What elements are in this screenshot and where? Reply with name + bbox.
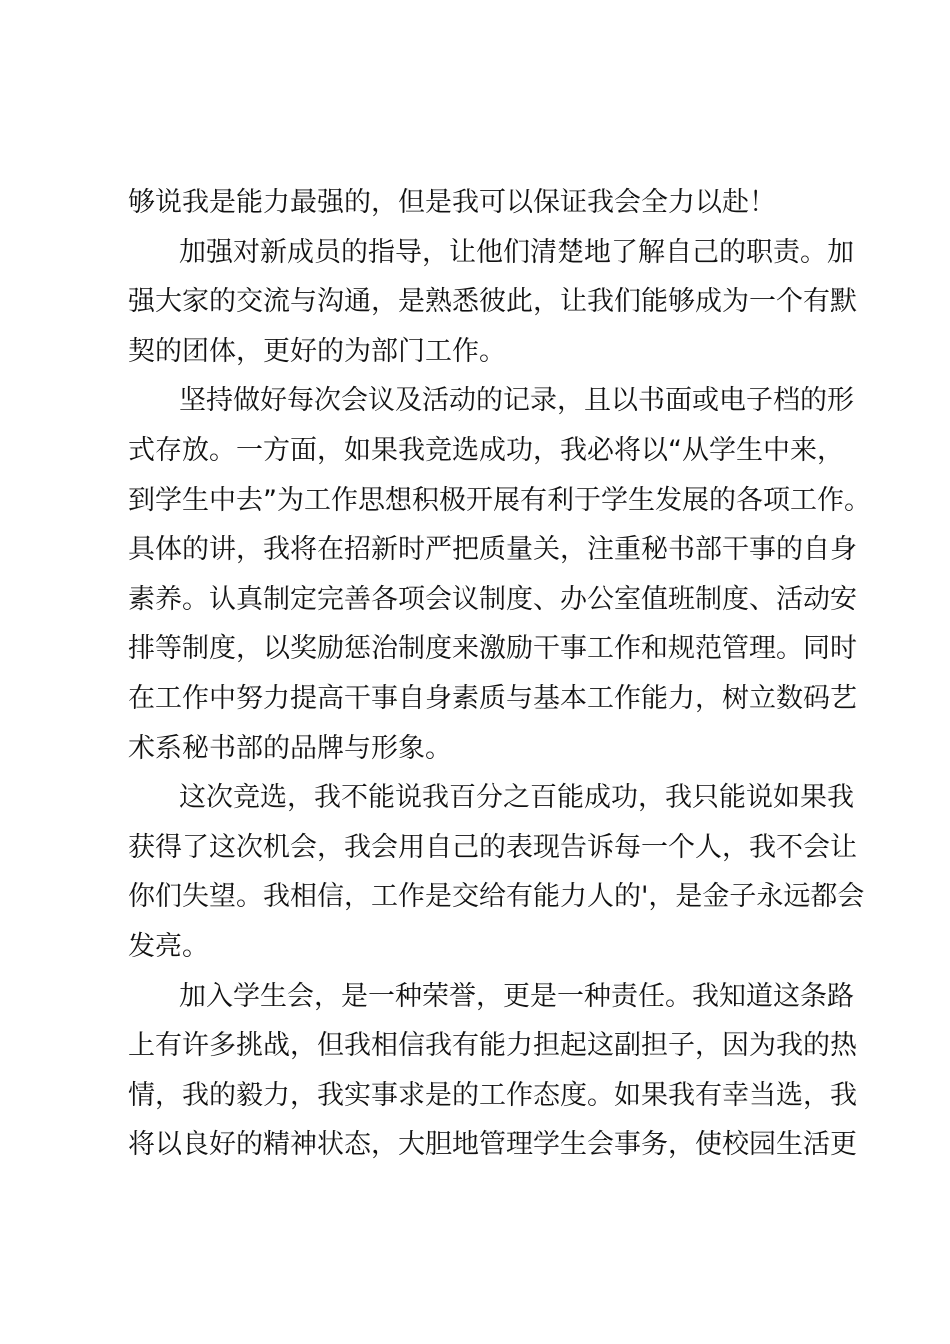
paragraph-start-line: 加强对新成员的指导，让他们清楚地了解自己的职责。加: [179, 236, 854, 268]
paragraph-start-line: 这次竞选，我不能说我百分之百能成功，我只能说如果我: [179, 782, 854, 814]
text-line: 将以良好的精神状态，大胆地管理学生会事务，使校园生活更: [128, 1129, 857, 1161]
paragraph-start-line: 加入学生会，是一种荣誉，更是一种责任。我知道这条路: [179, 980, 854, 1012]
text-line: 上有许多挑战，但我相信我有能力担起这副担子，因为我的热: [128, 1030, 857, 1062]
text-line: 发亮。: [128, 930, 209, 962]
paragraph-start-line: 坚持做好每次会议及活动的记录，且以书面或电子档的形: [179, 385, 854, 417]
text-line: 在工作中努力提高干事自身素质与基本工作能力，树立数码艺: [128, 682, 857, 714]
text-line: 具体的讲，我将在招新时严把质量关，注重秘书部干事的自身: [128, 534, 857, 566]
text-line: 式存放。一方面，如果我竞选成功，我必将以“从学生中来，: [128, 434, 844, 466]
text-line: 到学生中去”为工作思想积极开展有利于学生发展的各项工作。: [128, 484, 871, 516]
text-line: 术系秘书部的品牌与形象。: [128, 732, 452, 764]
text-line: 排等制度，以奖励惩治制度来激励干事工作和规范管理。同时: [128, 633, 857, 665]
text-line: 素养。认真制定完善各项会议制度、办公室值班制度、活动安: [128, 583, 857, 615]
text-line: 契的团体，更好的为部门工作。: [128, 335, 506, 367]
text-line: 你们失望。我相信，工作是交给有能力人的'，是金子永远都会: [128, 881, 865, 913]
text-line: 情，我的毅力，我实事求是的工作态度。如果我有幸当选，我: [128, 1079, 857, 1111]
text-line: 获得了这次机会，我会用自己的表现告诉每一个人，我不会让: [128, 831, 857, 863]
text-line: 够说我是能力最强的，但是我可以保证我会全力以赴！: [128, 187, 776, 218]
text-line: 强大家的交流与沟通，是熟悉彼此，让我们能够成为一个有默: [128, 286, 857, 318]
document-body: [128, 178, 871, 1170]
